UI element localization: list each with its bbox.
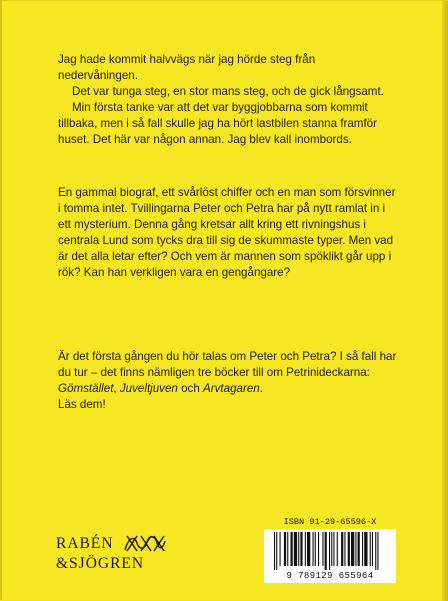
promo-text [58,349,398,397]
book-title-1: Gömstället [58,382,114,395]
isbn-barcode [264,517,396,583]
barcode-bar [284,532,286,566]
promo [58,349,398,413]
barcode-bar [307,532,310,566]
barcode-bars [272,532,388,570]
barcode-bar [313,532,314,566]
barcode-bar [322,532,323,566]
barcode-bar [375,532,376,570]
barcode-bar [298,532,299,566]
excerpt-paragraph-2: Det var tunga steg, en stor mans steg, och de gick långsamt. [72,85,384,98]
isbn-label: ISBN 91-29-65596-X [283,517,377,527]
barcode-bar [325,532,327,570]
barcode-bar [274,532,275,570]
barcode-bar [372,532,373,566]
promo-separator-1: , [113,382,120,395]
barcode-digits: 9 789129 655964 [286,571,374,581]
barcode-bar [315,532,316,566]
barcode-bar [294,532,297,566]
book-title-2: Juveltjuven [119,382,178,395]
publisher-name-line-1: RABÉN [56,535,114,552]
barcode-bar [287,532,288,566]
barcode-bar [300,532,302,566]
barcode-bar [344,532,345,566]
barcode-bar [362,532,363,566]
book-title-3: Arvtagaren [203,382,260,395]
barcode-bar [305,532,306,566]
barcode-bar [291,532,293,566]
promo-end: . [259,382,263,395]
barcode-bar [280,532,281,566]
barcode-bar [351,532,354,566]
promo-closing: Läs dem! [58,398,106,411]
barcode-bar [364,532,367,566]
barcode-bar [329,532,330,570]
promo-separator-2: och [177,382,204,395]
excerpt-paragraph-3: Min första tanke var att det var byggjobbarna som kommit tillbaka, men i så fall skulle jag ha hört lastbilen stanna framför huset. Det här var någon annan. Jag blev kall inombords. [58,101,377,146]
publisher-logo [56,532,226,576]
spine-edge [442,1,448,601]
promo-lead: Är det första gången du hör talas om Peter och Petra? I så fall har du tur – det finns nämligen tre böcker till om Petrinideckarna: [58,350,397,379]
barcode-bar [348,532,350,566]
blurb [58,185,398,281]
barcode-bar [276,532,277,570]
barcode-bar [341,532,343,566]
barcode-bar [331,532,332,566]
barcode-bar [355,532,356,566]
barcode-bar [337,532,338,566]
publisher-name-line-2: &SJÖGREN [56,555,145,572]
barcode-box [264,529,396,583]
barcode-bar [318,532,319,566]
barcode-bar [333,532,334,566]
excerpt [58,52,398,148]
publisher-monogram-icon [123,532,167,554]
excerpt-paragraph-1: Jag hade kommit halvvägs när jag hörde steg från nedervåningen. [58,53,316,82]
barcode-bar [377,532,378,570]
barcode-bar [358,532,360,566]
barcode-bar [370,532,371,566]
blurb-text: En gammal biograf, ett svårlöst chiffer och en man som försvinner i tomma intet. Tvillingarna Peter och Petra har på nytt ramlat in i ett mysterium. Denna gång kretsar allt kring ett rivningshus i centrala Lund som tycks dra till sig de skummaste typer. Men vad är det alla letar efter? Och vem är mannen som spöklikt går upp i rök? Kan han verkligen vara en gengångare? [58,186,396,279]
